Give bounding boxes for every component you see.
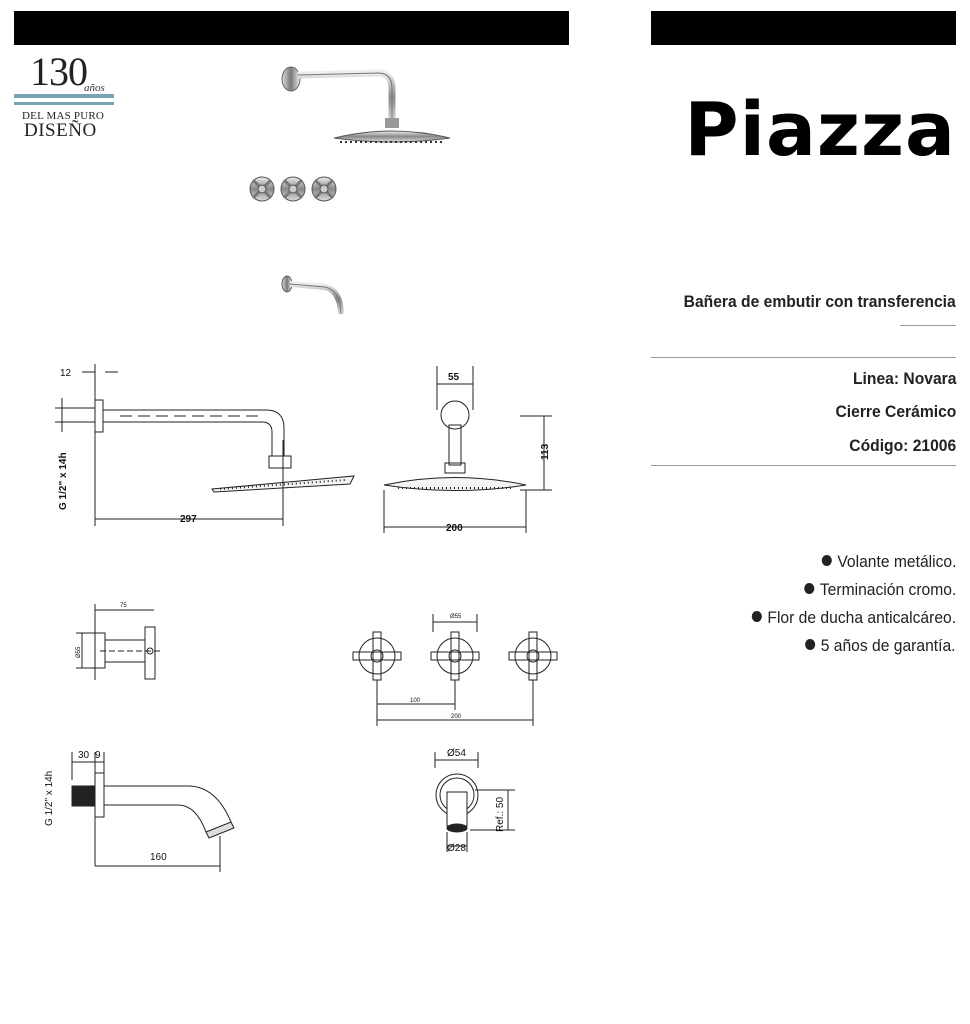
feature-item: Flor de ducha anticalcáreo. — [752, 608, 956, 628]
spec-codigo: Código: 21006 — [849, 436, 956, 455]
divider — [651, 357, 956, 358]
subtitle-rule — [900, 325, 956, 326]
logo-line2: DISEÑO — [24, 120, 97, 141]
spec-linea: Linea: Novara — [852, 369, 956, 388]
bullet-icon — [821, 555, 831, 566]
logo-number: 130 — [30, 49, 87, 94]
dim-28: Ø28 — [447, 843, 466, 854]
cross-handles-photo — [250, 177, 336, 201]
spec-cierre: Cierre Cerámico — [835, 402, 956, 421]
dim-200-handles: 200 — [451, 714, 462, 720]
logo-anos: años — [84, 82, 105, 94]
spout-photo — [282, 276, 341, 314]
feature-item: Terminación cromo. — [804, 580, 956, 600]
product-title: Piazza — [684, 87, 956, 173]
bullet-icon — [752, 611, 762, 622]
dim-297: 297 — [180, 514, 197, 525]
feature-item: Volante metálico. — [821, 552, 956, 572]
dim-200: 200 — [446, 523, 463, 534]
dim-9: 9 — [95, 750, 101, 761]
shower-head-photo — [282, 67, 450, 142]
dim-55-handles: Ø55 — [450, 614, 462, 620]
header-bar-right — [651, 11, 956, 45]
shower-arm-side-drawing — [55, 364, 354, 526]
dim-30: 30 — [78, 750, 90, 761]
dim-12: 12 — [60, 368, 72, 379]
dim-100: 100 — [410, 698, 421, 704]
dim-55: 55 — [448, 372, 460, 383]
dim-55-side: Ø55 — [76, 646, 82, 658]
dim-160: 160 — [150, 852, 167, 863]
bullet-icon — [804, 583, 814, 594]
dim-54: Ø54 — [447, 748, 466, 759]
logo-line1: DEL MAS PURO — [22, 110, 105, 122]
dim-thread-spout: G 1/2" x 14h — [44, 770, 55, 826]
dim-113: 113 — [540, 443, 551, 460]
handles-front-drawing — [353, 614, 557, 726]
feature-item: 5 años de garantía. — [806, 636, 956, 656]
product-subtitle: Bañera de embutir con transferencia — [683, 292, 956, 311]
dim-ref-50: Ref.: 50 — [495, 796, 506, 832]
divider — [651, 465, 956, 466]
shower-head-front-drawing — [384, 366, 552, 533]
handle-side-drawing — [76, 604, 160, 680]
dim-75: 75 — [120, 603, 127, 609]
bullet-icon — [806, 639, 816, 650]
dim-thread-shower: G 1/2" x 14h — [58, 452, 69, 510]
